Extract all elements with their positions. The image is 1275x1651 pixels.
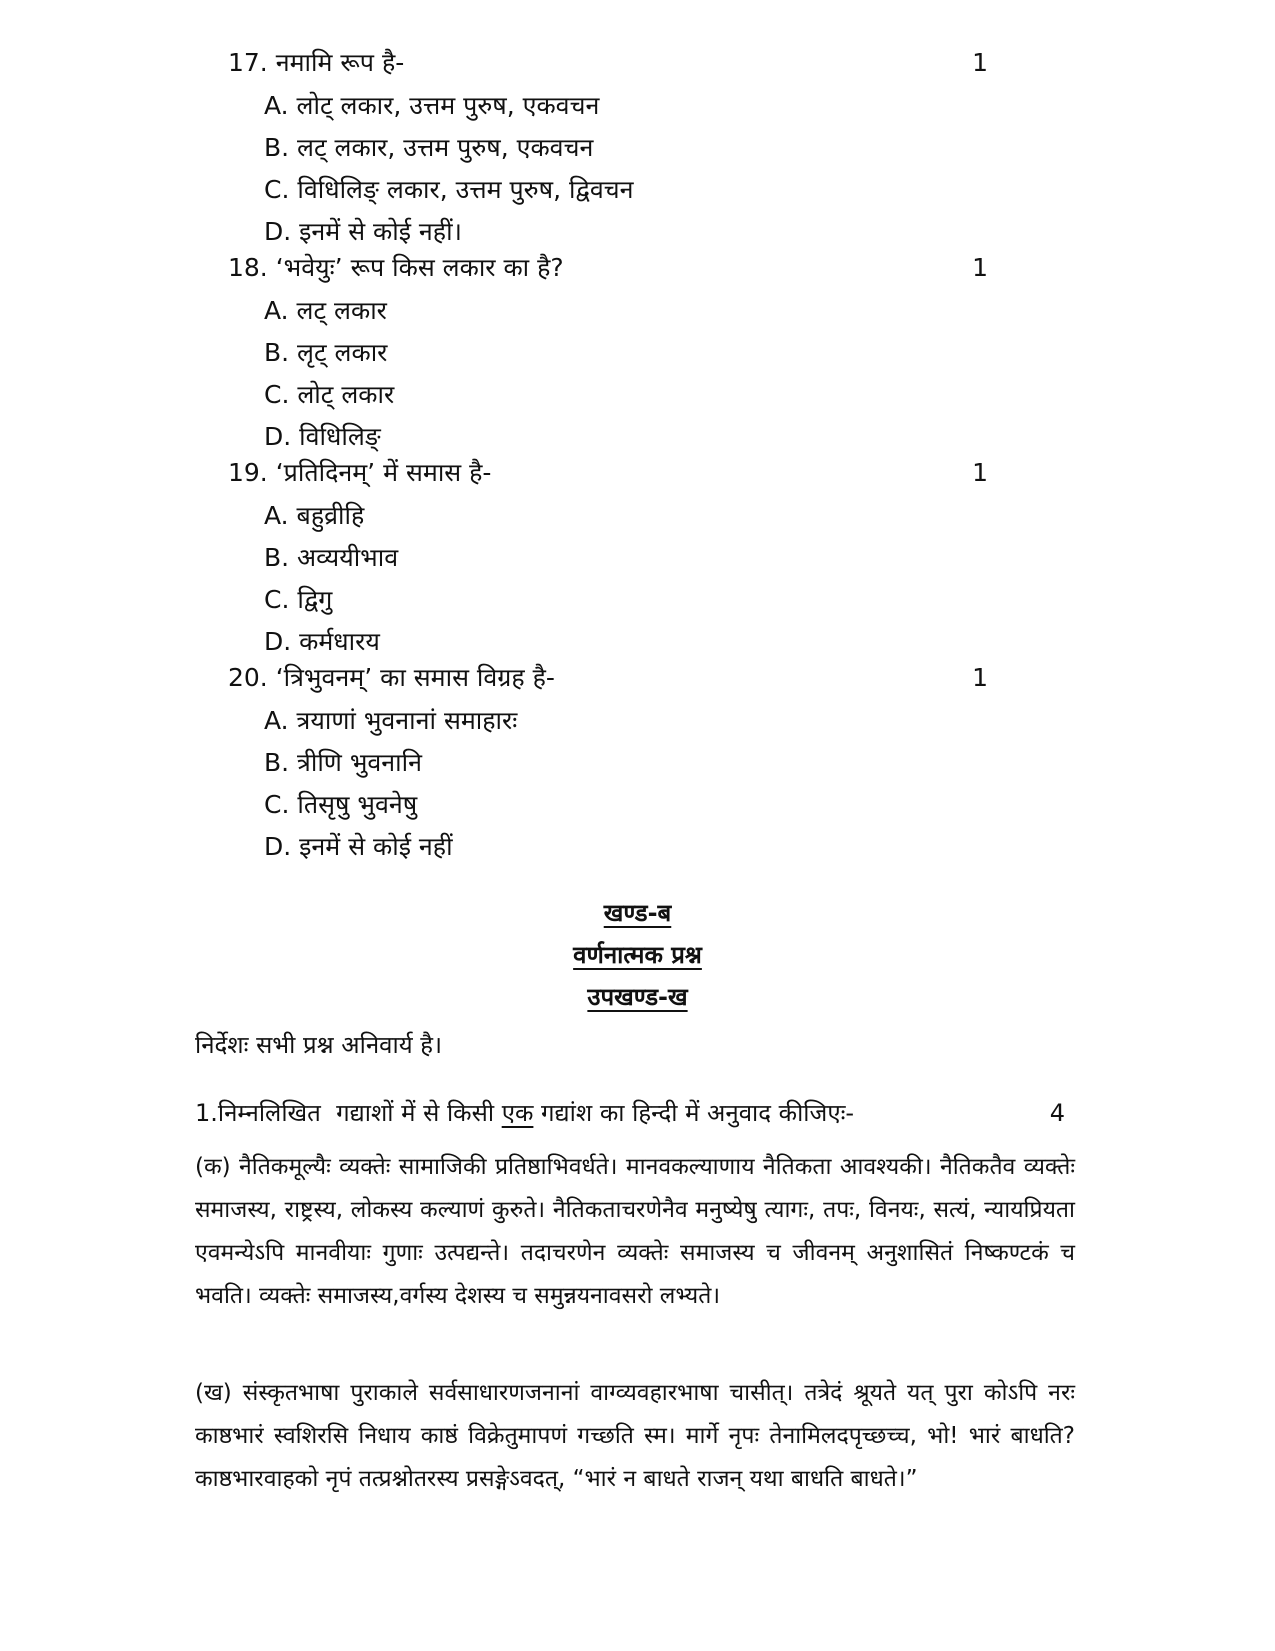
- question-text: 17. नमामि रूप है-: [228, 48, 405, 77]
- question-17: [228, 43, 988, 253]
- option-c: C. लोट् लकार: [264, 380, 395, 409]
- question-marks: 1: [972, 253, 988, 282]
- option-list: [264, 85, 988, 253]
- question-19: [228, 453, 988, 663]
- option-b: B. लृट् लकार: [264, 338, 388, 367]
- question-marks: 1: [972, 458, 988, 487]
- option-list: [264, 700, 988, 868]
- subsection-title-text: उपखण्ड-ख: [587, 983, 688, 1011]
- section-subtitle-text: वर्णनात्मक प्रश्न: [573, 941, 702, 969]
- option-c: C. द्विगु: [264, 585, 333, 614]
- option-d: D. इनमें से कोई नहीं: [264, 832, 453, 861]
- question-head: [228, 248, 988, 288]
- passage-kha: (ख) संस्कृतभाषा पुराकाले सर्वसाधारणजनानां वाग्व्यवहारभाषा चासीत्। तत्रेदं श्रूयते यत् पुरा कोऽपि नरः काष्ठभारं स्वशिरसि निधाय काष्ठं विक्रेतुमापणं गच्छति स्म। मार्गे नृपः तेनामिलदपृच्छच्च, भो! भारं बाधति? काष्ठभारवाहको नृपं तत्प्रश्नोतरस्य प्रसङ्गेऽवदत्, “भारं न बाधते राजन् यथा बाधति बाधते।”: [195, 1380, 1075, 1492]
- option-d: D. विधिलिङ्: [264, 422, 381, 451]
- option-list: [264, 290, 988, 458]
- option-b: B. लट् लकार, उत्तम पुरुष, एकवचन: [264, 133, 594, 162]
- question-head: [228, 658, 988, 698]
- option-a: A. लोट् लकार, उत्तम पुरुष, एकवचन: [264, 91, 600, 120]
- question-20: [228, 658, 988, 868]
- translation-question-start: 1.निम्नलिखित गद्याशों में से किसी: [195, 1099, 502, 1127]
- question-head: [228, 43, 988, 83]
- translation-question: [195, 1091, 1065, 1135]
- question-text: 19. ‘प्रतिदिनम्’ में समास है-: [228, 458, 492, 487]
- question-marks: 1: [972, 663, 988, 692]
- question-marks: 4: [1049, 1099, 1065, 1127]
- question-head: [228, 453, 988, 493]
- subsection-title: [0, 977, 1275, 1017]
- option-a: A. बहुव्रीहि: [264, 501, 365, 530]
- passage-ka: (क) नैतिकमूल्यैः व्यक्तेः सामाजिकी प्रतिष्ठाभिवर्धते। मानवकल्याणाय नैतिकता आवश्यकी। नैतिकतैव व्यक्तेः समाजस्य, राष्ट्रस्य, लोकस्य कल्याणं कुरुते। नैतिकताचरणेनैव मनुष्येषु त्यागः, तपः, विनयः, सत्यं, न्यायप्रियता एवमन्येऽपि मानवीयाः गुणाः उत्पद्यन्ते। तदाचरणेन व्यक्तेः समाजस्य च जीवनम् अनुशासितं निष्कण्टकं च भवति। व्यक्तेः समाजस्य,वर्गस्य देशस्य च समुन्नयनावसरो लभ्यते।: [195, 1154, 1075, 1309]
- option-a: A. त्रयाणां भुवनानां समाहारः: [264, 706, 518, 735]
- option-d: D. कर्मधारय: [264, 627, 380, 656]
- section-title-text: खण्ड-ब: [603, 899, 672, 927]
- option-b: B. अव्ययीभाव: [264, 543, 399, 572]
- option-d: D. इनमें से कोई नहीं।: [264, 217, 463, 246]
- question-marks: 1: [972, 48, 988, 77]
- option-c: C. तिसृषु भुवनेषु: [264, 790, 418, 819]
- instruction-text: निर्देशः सभी प्रश्न अनिवार्य है।: [195, 1031, 443, 1059]
- translation-question-end: गद्यांश का हिन्दी में अनुवाद कीजिएः-: [533, 1099, 855, 1127]
- question-text: 20. ‘त्रिभुवनम्’ का समास विग्रह है-: [228, 663, 555, 692]
- option-a: A. लट् लकार: [264, 296, 387, 325]
- option-list: [264, 495, 988, 663]
- question-text: 18. ‘भवेयुः’ रूप किस लकार का है?: [228, 253, 564, 282]
- option-b: B. त्रीणि भुवनानि: [264, 748, 422, 777]
- question-18: [228, 248, 988, 458]
- option-c: C. विधिलिङ् लकार, उत्तम पुरुष, द्विवचन: [264, 175, 634, 204]
- section-subtitle: [0, 935, 1275, 975]
- section-title: [0, 893, 1275, 933]
- underlined-word: एक: [501, 1099, 534, 1127]
